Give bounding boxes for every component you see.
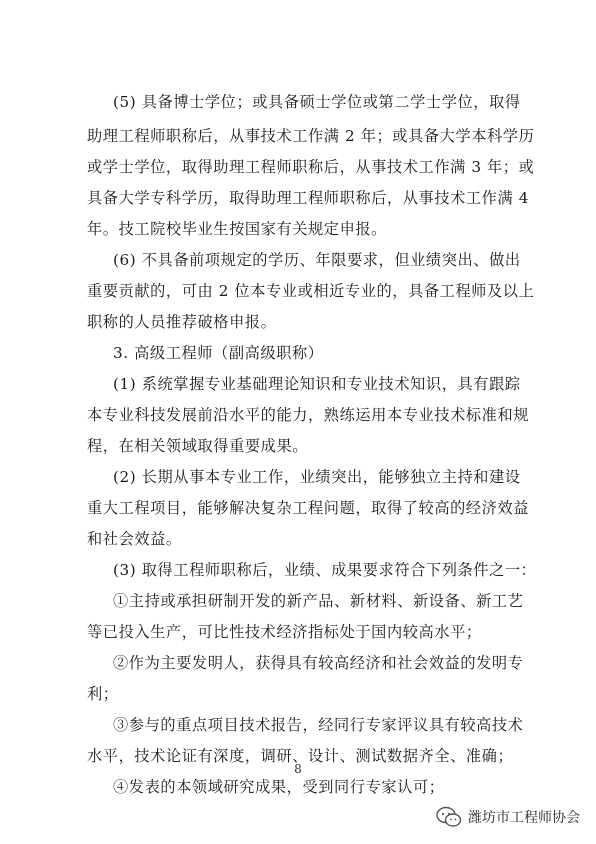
watermark-text: 潍坊市工程师协会	[468, 810, 580, 826]
text-line: 职称的人员推荐破格申报。	[87, 313, 277, 331]
text-line: 水平，技术论证有深度，调研、设计、测试数据齐全、准确；	[87, 747, 514, 765]
text-line: 重大工程项目，能够解决复杂工程问题，取得了较高的经济效益	[87, 499, 530, 517]
text-line: 或学士学位，取得助理工程师职称后，从事技术工作满 3 年；或	[87, 158, 535, 176]
text-line: ②作为主要发明人，获得具有较高经济和社会效益的发明专	[113, 654, 524, 672]
page-number: 8	[294, 762, 302, 776]
text-line: 具备大学专科学历，取得助理工程师职称后，从事技术工作满 4	[87, 189, 529, 207]
watermark	[436, 806, 580, 828]
text-line: ③参与的重点项目技术报告，经同行专家评议具有较高技术	[113, 716, 524, 734]
text-line: 等已投入生产，可比性技术经济指标处于国内较高水平；	[87, 623, 482, 641]
text-line: (2) 长期从事本专业工作，业绩突出，能够独立主持和建设	[113, 468, 521, 486]
section-heading: 3. 高级工程师（副高级职称）	[113, 344, 324, 362]
text-line: 利；	[87, 685, 119, 703]
text-line: 重要贡献的，可由 2 位本专业或相近专业的，具备工程师及以上	[87, 282, 535, 300]
wechat-icon	[436, 806, 462, 828]
text-line: 本专业科技发展前沿水平的能力，熟练运用本专业技术标准和规	[87, 406, 530, 424]
text-line: ①主持或承担研制开发的新产品、新材料、新设备、新工艺	[113, 592, 524, 610]
text-line: 和社会效益。	[87, 530, 182, 548]
text-line: (6) 不具备前项规定的学历、年限要求，但业绩突出、做出	[113, 251, 521, 269]
text-line: 年。技工院校毕业生按国家有关规定申报。	[87, 220, 387, 238]
text-line: 程，在相关领域取得重要成果。	[87, 437, 309, 455]
text-line: (3) 取得工程师职称后，业绩、成果要求符合下列条件之一：	[113, 561, 537, 579]
text-line: 助理工程师职称后，从事技术工作满 2 年；或具备大学本科学历	[87, 127, 535, 145]
text-line: ④发表的本领域研究成果，受到同行专家认可；	[113, 778, 445, 796]
text-line: (5) 具备博士学位；或具备硕士学位或第二学士学位，取得	[113, 93, 521, 111]
text-line: (1) 系统掌握专业基础理论知识和专业技术知识，具有跟踪	[113, 375, 521, 393]
